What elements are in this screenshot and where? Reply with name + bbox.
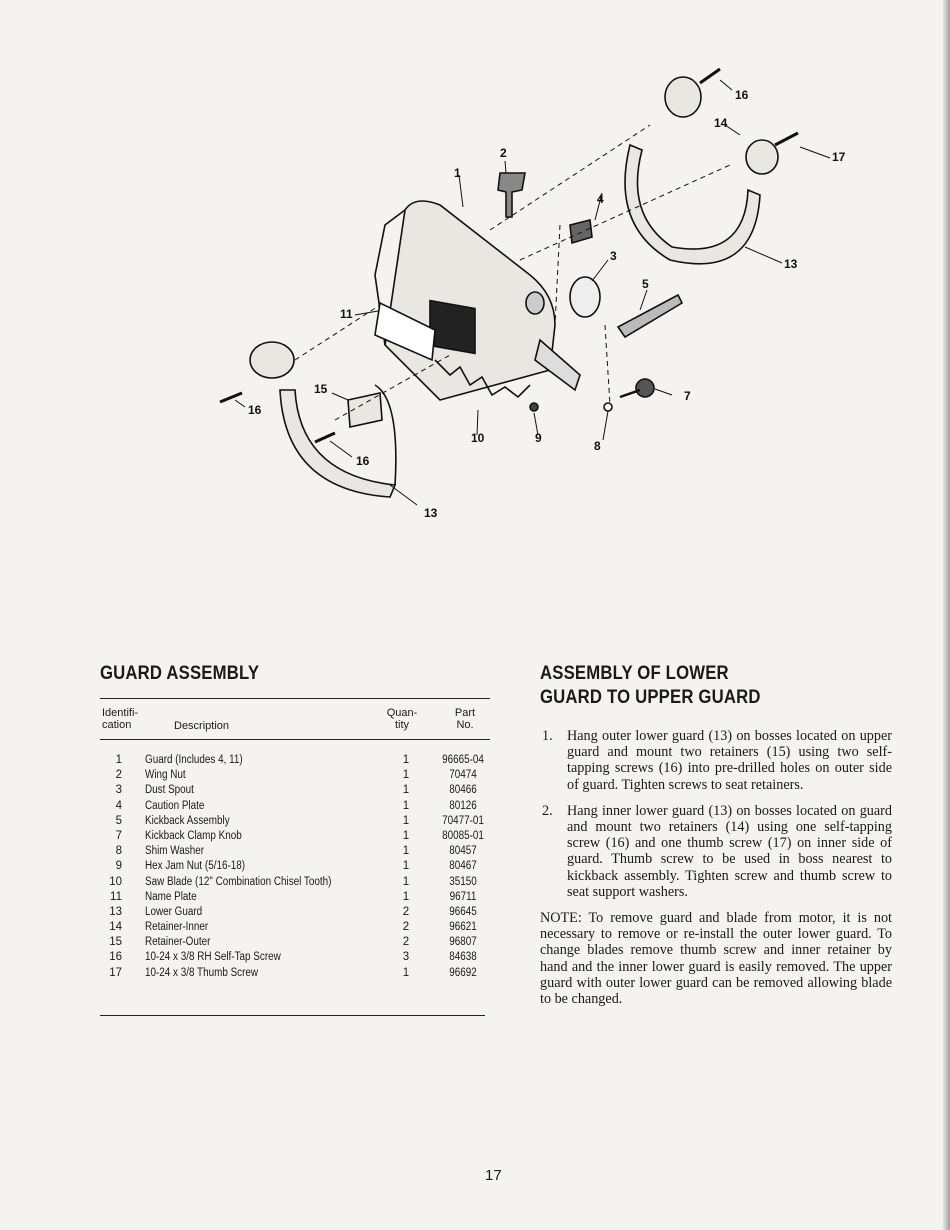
header-identification: Identifi- cation [102,707,139,731]
callout-3: 3 [610,249,617,263]
callout-13-left: 13 [424,506,438,520]
part-quantity: 1 [402,784,410,797]
part-number: 96692 [449,966,477,979]
part-quantity: 2 [402,936,410,949]
part-number: 80467 [449,860,477,873]
part-quantity: 1 [402,769,410,782]
part-identification: 5 [115,814,122,827]
part-number: 70477-01 [442,814,484,827]
callout-9: 9 [535,431,542,445]
parts-table-body [100,740,490,981]
table-row [100,799,490,814]
table-row [100,753,490,768]
page-edge-shadow [942,0,950,1230]
header-part-no: Part No. [454,707,476,731]
instruction-step [540,728,892,793]
part-description: Kickback Assembly [145,814,230,827]
part-number: 96621 [449,921,477,934]
instruction-step [540,803,892,900]
step-number: 1. [542,728,553,744]
instructions-title-line-1: ASSEMBLY OF LOWER [540,663,729,684]
part-identification: 9 [115,860,122,873]
table-row [100,890,490,905]
part-number: 80466 [449,784,477,797]
parts-table-bottom-rule [100,1015,485,1016]
part-quantity: 1 [402,829,410,842]
part-description: Lower Guard [145,905,203,918]
parts-table [100,698,490,981]
part-identification: 8 [115,845,122,858]
wing-nut-shape [498,173,525,217]
callout-15: 15 [314,382,328,396]
instructions-section [540,662,892,1021]
part-description: Retainer-Outer [145,936,211,949]
page-number: 17 [485,1167,502,1184]
callout-16-left: 16 [248,403,262,417]
callout-4: 4 [597,192,604,206]
part-description: Dust Spout [145,784,194,797]
callout-7: 7 [684,389,691,403]
part-description: Caution Plate [145,799,205,812]
instructions-title-line-2: GUARD TO UPPER GUARD [540,687,761,708]
part-quantity: 2 [402,905,410,918]
callout-16-top: 16 [735,88,749,102]
parts-list-section [100,662,490,981]
part-identification: 4 [115,799,122,812]
part-number: 96807 [449,936,477,949]
part-description: Hex Jam Nut (5/16-18) [145,860,246,873]
step-text: Hang outer lower guard (13) on bosses located on upper guard and mount two retainers (15) using two self-tapping screws (16) into pre-drilled holes on outer side of guard. Tighten screws to seat retainers. [567,728,892,793]
instruction-steps [540,728,892,900]
diagram-svg [200,55,846,525]
callout-2: 2 [500,146,507,160]
callout-1: 1 [454,166,461,180]
note-paragraph: NOTE: To remove guard and blade from motor, it is not necessary to remove or re-install the outer lower guard. To change blades remove thumb screw and inner retainer by hand and the inner lower guard is easily removed. The upper guard with outer lower guard can be removed allowing blade to be changed. [540,910,892,1008]
table-row [100,783,490,798]
callout-16-middle: 16 [356,454,370,468]
retainer-inner-right [746,140,778,174]
step-text: Hang inner lower guard (13) on bosses located on guard and mount two retainers (14) using one self-tapping screw (16) and one thumb screw (17) on inner side of guard. Thumb screw to be used in boss nearest to kickback assembly. Tighten screw and thumb screw to seat support washers. [567,802,892,900]
table-row [100,935,490,950]
parts-table-header [100,699,490,740]
part-quantity: 1 [402,845,410,858]
bracket-shape [535,340,580,390]
part-quantity: 1 [402,814,410,827]
part-number: 96665-04 [442,754,484,766]
exploded-guard-diagram [200,55,846,525]
part-quantity: 1 [402,754,410,766]
part-description: Kickback Clamp Knob [145,829,242,842]
callout-13-right: 13 [784,257,798,271]
part-number: 70474 [449,769,477,782]
part-quantity: 1 [402,799,410,812]
table-row [100,844,490,859]
callout-10: 10 [471,431,485,445]
part-identification: 14 [109,921,122,934]
clamp-knob-shape [636,379,654,397]
part-description: Guard (Includes 4, 11) [145,754,243,766]
part-number: 80085-01 [442,829,484,842]
part-description: Shim Washer [145,845,204,858]
step-number: 2. [542,802,553,819]
caution-plate-shape [570,220,592,243]
callout-17: 17 [832,150,846,164]
table-row [100,920,490,935]
part-identification: 15 [109,936,122,949]
part-quantity: 2 [402,921,410,934]
part-number: 96711 [449,890,477,903]
part-identification: 13 [109,905,122,918]
callout-14: 14 [714,116,728,130]
callout-11: 11 [340,307,353,321]
part-identification: 10 [109,875,122,888]
part-description: 10-24 x 3/8 RH Self-Tap Screw [145,951,281,964]
part-identification: 11 [110,890,122,903]
part-identification: 17 [109,966,122,979]
table-row [100,905,490,920]
part-quantity: 1 [402,860,410,873]
table-row [100,875,490,890]
table-row [100,829,490,844]
part-identification: 7 [115,829,122,842]
guard-window [430,301,475,354]
callout-8: 8 [594,439,601,453]
part-number: 96645 [449,905,477,918]
part-identification: 2 [115,769,122,782]
kickback-shape [618,295,682,337]
part-description: Retainer-Inner [145,921,209,934]
inner-lower-guard-shape [625,145,760,264]
part-number: 80126 [449,799,477,812]
part-identification: 1 [115,754,122,766]
part-description: Wing Nut [145,769,186,782]
retainer-outer-left [250,342,294,378]
part-number: 80457 [449,845,477,858]
part-description: Saw Blade (12" Combination Chisel Tooth) [145,875,332,888]
table-row [100,966,490,981]
part-quantity: 3 [402,951,410,964]
table-row [100,814,490,829]
header-quantity: Quan- tity [386,707,418,731]
parts-list-title: GUARD ASSEMBLY [100,663,260,684]
part-number: 35150 [449,875,477,888]
part-quantity: 1 [402,966,410,979]
part-identification: 16 [109,951,122,964]
part-quantity: 1 [402,890,410,903]
part-description: Name Plate [145,890,197,903]
dust-spout-shape [570,277,600,317]
part-identification: 3 [115,784,122,797]
part-number: 84638 [449,951,477,964]
table-row [100,768,490,783]
retainer-inner-top [665,77,701,117]
header-description: Description [174,720,230,732]
table-row [100,859,490,874]
part-quantity: 1 [402,875,410,888]
table-row [100,950,490,965]
part-description: 10-24 x 3/8 Thumb Screw [145,966,259,979]
callout-5: 5 [642,277,649,291]
instructions-title [540,662,850,710]
